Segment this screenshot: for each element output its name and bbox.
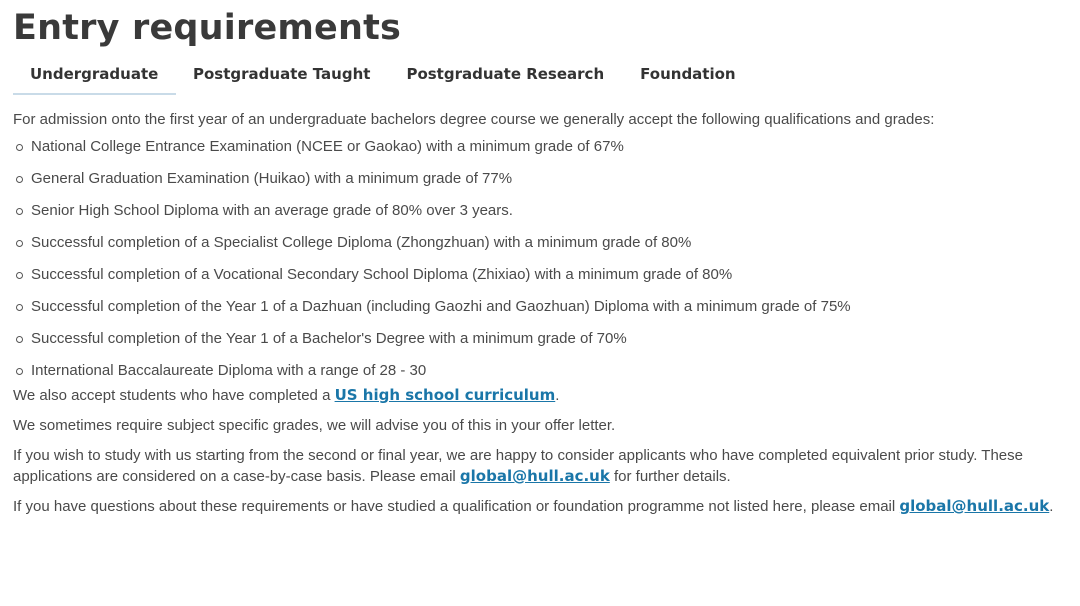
bullet-icon (16, 144, 23, 151)
tab-postgraduate-research[interactable]: Postgraduate Research (406, 65, 605, 83)
list-item-text: International Baccalaureate Diploma with a range of 28 - 30 (31, 362, 427, 379)
list-item-text: Successful completion of the Year 1 of a Bachelor's Degree with a minimum grade of 70% (31, 330, 627, 347)
tab-panel-undergraduate (13, 110, 1067, 517)
subject-grades-paragraph: We sometimes require subject specific grades, we will advise you of this in your offer letter. (13, 417, 616, 434)
list-item (13, 265, 1067, 297)
bullet-icon (16, 240, 23, 247)
list-item-text: Successful completion of a Vocational Secondary School Diploma (Zhixiao) with a minimum grade of 80% (31, 266, 733, 283)
us-paragraph-end: . (555, 387, 560, 404)
questions-text: If you have questions about these requirements or have studied a qualification or foundation programme not listed here, please email (13, 498, 900, 515)
list-item (13, 361, 1067, 385)
second-year-paragraph (13, 445, 1067, 487)
bullet-icon (16, 368, 23, 375)
intro-text: For admission onto the first year of an undergraduate bachelors degree course we generally accept the following qualifications and grades: (13, 111, 935, 128)
second-year-text: If you wish to study with us starting from the second or final year, we are happy to consider applicants who have completed equivalent prior study. These applications are considered on a case-by-case basis. Please email (13, 447, 1023, 485)
tab-postgraduate-taught[interactable]: Postgraduate Taught (193, 65, 371, 83)
list-item-text: Successful completion of a Specialist College Diploma (Zhongzhuan) with a minimum grade of 80% (31, 234, 692, 251)
us-curriculum-paragraph (13, 385, 1067, 406)
list-item (13, 297, 1067, 329)
questions-end: . (1049, 498, 1054, 515)
second-year-end: for further details. (609, 468, 731, 485)
list-item (13, 233, 1067, 265)
list-item (13, 329, 1067, 361)
bullet-icon (16, 208, 23, 215)
questions-paragraph (13, 496, 1067, 517)
tab-bar (13, 62, 1067, 99)
us-paragraph-text: We also accept students who have completed a (13, 387, 335, 404)
list-item (13, 137, 1067, 169)
list-item-text: General Graduation Examination (Huikao) with a minimum grade of 77% (31, 170, 513, 187)
list-item-text: National College Entrance Examination (NCEE or Gaokao) with a minimum grade of 67% (31, 138, 624, 155)
us-curriculum-link[interactable]: US high school curriculum (334, 386, 556, 404)
page-title: Entry requirements (13, 8, 402, 48)
list-item-text: Successful completion of the Year 1 of a Dazhuan (including Gaozhi and Gaozhuan) Diploma with a minimum grade of 75% (31, 298, 851, 315)
bullet-icon (16, 272, 23, 279)
tab-undergraduate[interactable]: Undergraduate (13, 62, 176, 95)
list-item (13, 169, 1067, 201)
list-item-text: Senior High School Diploma with an average grade of 80% over 3 years. (31, 202, 513, 219)
list-item (13, 201, 1067, 233)
global-email-link[interactable]: global@hull.ac.uk (459, 467, 610, 485)
tab-foundation[interactable]: Foundation (640, 65, 736, 83)
bullet-icon (16, 336, 23, 343)
global-email-link-2[interactable]: global@hull.ac.uk (899, 497, 1050, 515)
bullet-icon (16, 176, 23, 183)
qualifications-list (13, 137, 1067, 385)
bullet-icon (16, 304, 23, 311)
